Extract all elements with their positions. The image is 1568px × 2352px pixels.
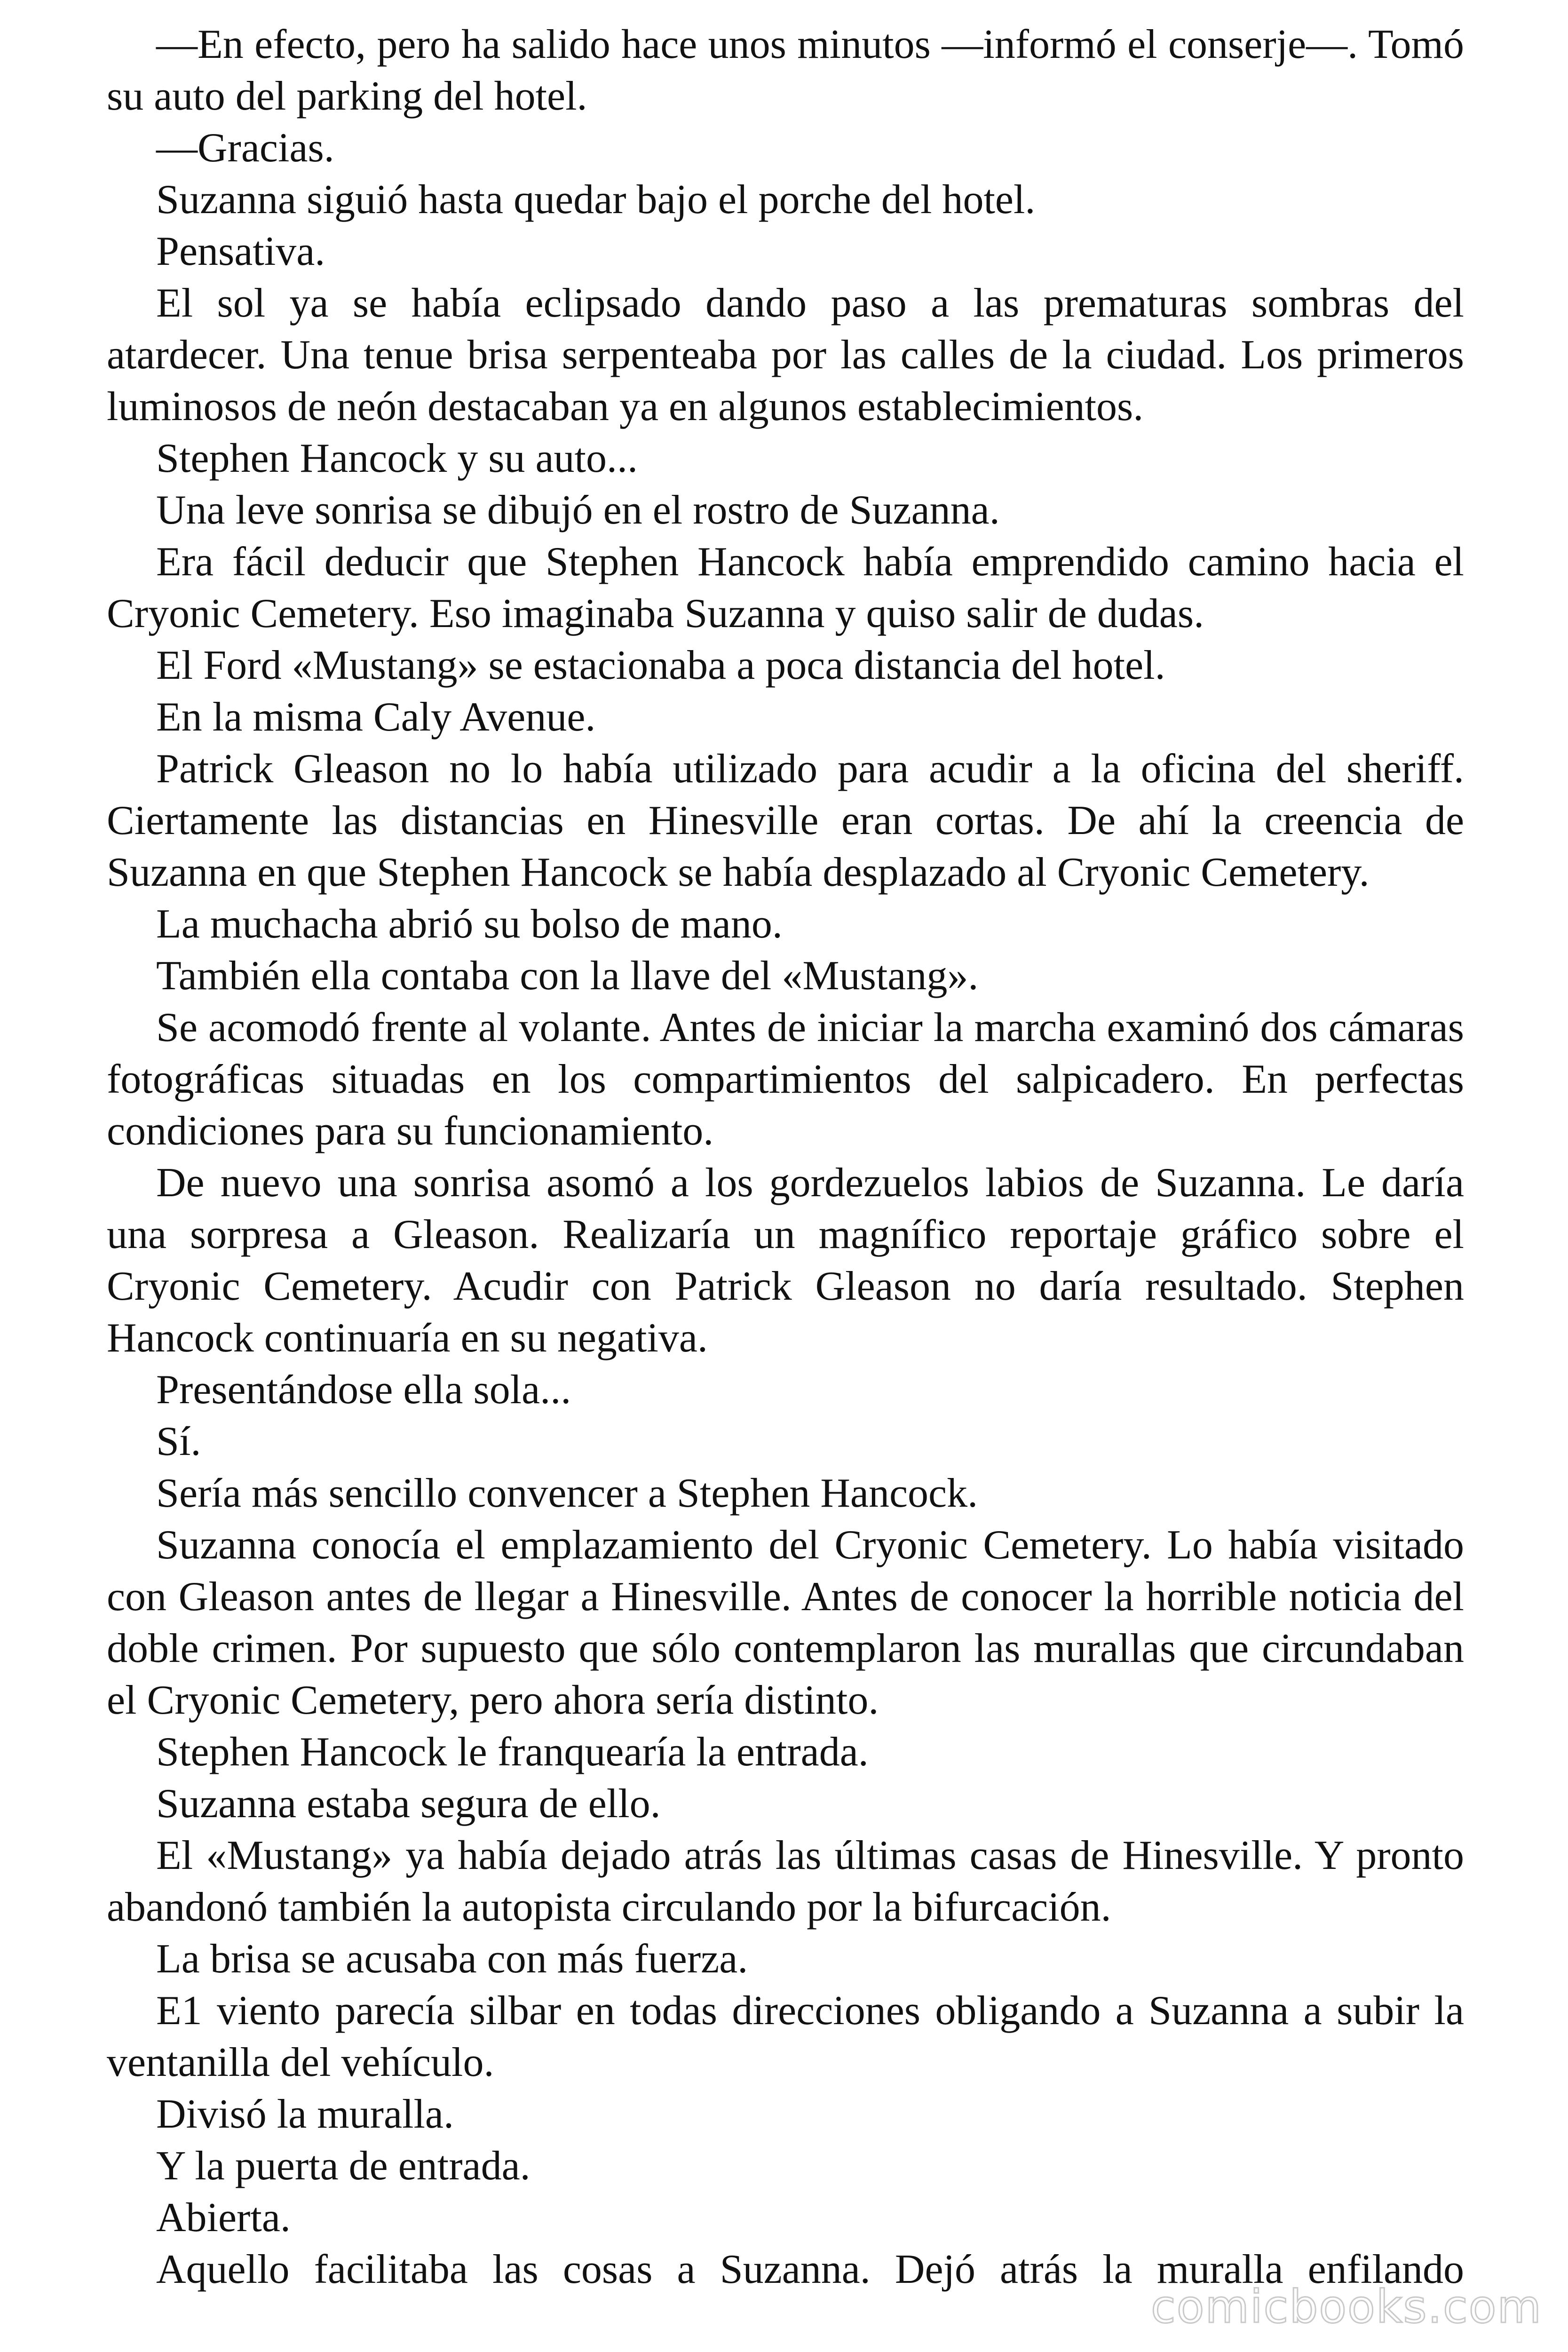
paragraph: El sol ya se había eclipsado dando paso a las prematuras sombras del atardecer. Una tenue brisa serpenteaba por las calles de la ciudad. Los primeros luminosos de neón destacaban ya en algunos establecimientos. [107, 280, 1464, 429]
paragraph: Era fácil deducir que Stephen Hancock había emprendido camino hacia el Cryonic Cemetery. Eso imaginaba Suzanna y quiso salir de dudas. [107, 539, 1464, 636]
paragraph: Sí. [156, 1419, 201, 1464]
paragraph: El «Mustang» ya había dejado atrás las últimas casas de Hinesville. Y pronto abandonó también la autopista circulando por la bifurcación. [107, 1833, 1464, 1930]
paragraph: Suzanna siguió hasta quedar bajo el porche del hotel. [156, 177, 1036, 222]
paragraph: La brisa se acusaba con más fuerza. [156, 1936, 748, 1982]
paragraph: Y la puerta de entrada. [156, 2143, 531, 2189]
paragraph: —Gracias. [156, 125, 334, 171]
paragraph: Se acomodó frente al volante. Antes de iniciar la marcha examinó dos cámaras fotográficas situadas en los compartimientos del salpicadero. En perfectas condiciones para su funcionamiento. [107, 1005, 1464, 1154]
paragraph: Divisó la muralla. [156, 2091, 454, 2137]
paragraph: Aquello facilitaba las cosas a Suzanna. Dejó atrás la muralla enfilando [156, 2247, 1464, 2292]
paragraph: Una leve sonrisa se dibujó en el rostro de Suzanna. [156, 487, 1000, 533]
paragraph: Stephen Hancock le franquearía la entrada. [156, 1729, 869, 1775]
paragraph: E1 viento parecía silbar en todas direcciones obligando a Suzanna a subir la ventanilla del vehículo. [107, 1988, 1464, 2085]
paragraph: La muchacha abrió su bolso de mano. [156, 901, 783, 947]
paragraph: Stephen Hancock y su auto... [156, 436, 638, 481]
paragraph: Presentándose ella sola... [156, 1367, 571, 1413]
paragraph: Pensativa. [156, 229, 325, 274]
paragraph: El Ford «Mustang» se estacionaba a poca distancia del hotel. [156, 643, 1165, 688]
paragraph: Suzanna conocía el emplazamiento del Cryonic Cemetery. Lo había visitado con Gleason antes de llegar a Hinesville. Antes de conocer la horrible noticia del doble crimen. Por supuesto que sólo contemplaron las murallas que circundaban el Cryonic Cemetery, pero ahora sería distinto. [107, 1522, 1464, 1723]
body-text [107, 19, 1464, 2296]
paragraph: —En efecto, pero ha salido hace unos minutos —informó el conserje—. Tomó su auto del parking del hotel. [107, 22, 1464, 119]
paragraph: Suzanna estaba segura de ello. [156, 1781, 661, 1827]
paragraph: También ella contaba con la llave del «Mustang». [156, 953, 979, 999]
paragraph: Patrick Gleason no lo había utilizado para acudir a la oficina del sheriff. Ciertamente las distancias en Hinesville eran cortas. De ahí la creencia de Suzanna en que Stephen Hancock se había desplazado al Cryonic Cemetery. [107, 746, 1464, 895]
watermark: comicbooks.com [1150, 2280, 1542, 2333]
paragraph: De nuevo una sonrisa asomó a los gordezuelos labios de Suzanna. Le daría una sorpresa a Gleason. Realizaría un magnífico reportaje gráfico sobre el Cryonic Cemetery. Acudir con Patrick Gleason no daría resultado. Stephen Hancock continuaría en su negativa. [107, 1160, 1464, 1361]
paragraph: En la misma Caly Avenue. [156, 694, 596, 740]
paragraph: Abierta. [156, 2195, 291, 2241]
paragraph: Sería más sencillo convencer a Stephen Hancock. [156, 1470, 978, 1516]
